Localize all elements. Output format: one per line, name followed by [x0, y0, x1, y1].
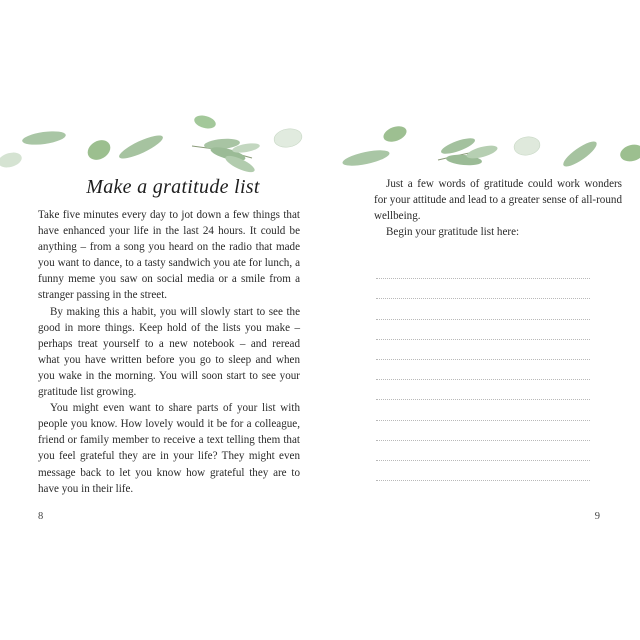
writing-line[interactable] — [376, 259, 590, 279]
writing-line[interactable] — [376, 421, 590, 441]
writing-line[interactable] — [376, 320, 590, 340]
paragraph: Just a few words of gratitude could work wonders for your attitude and lead to a greater sense of all-round wellbeing. — [374, 178, 622, 223]
paragraph: You might even want to share parts of your list with people you know. How lovely would it be for a colleague, friend or family member to receive a text telling them that you feel grateful they are in your life? They might even message back to let you know how grateful they are to have you in their life. — [38, 402, 300, 495]
prompt-text: Begin your gratitude list here: — [386, 226, 520, 239]
writing-line[interactable] — [376, 461, 590, 481]
writing-line[interactable] — [376, 360, 590, 380]
writing-lines[interactable] — [376, 259, 590, 481]
writing-line[interactable] — [376, 299, 590, 319]
writing-line[interactable] — [376, 340, 590, 360]
writing-line[interactable] — [376, 380, 590, 400]
page-number-left: 8 — [38, 511, 44, 522]
writing-line[interactable] — [376, 279, 590, 299]
paragraph: Take five minutes every day to jot down a few things that have enhanced your life in the last 24 hours. It could be anything – from a song you heard on the radio that made you want to dance, to a tasty sandwich you ate for lunch, a funny meme you saw on social media or a smile from a stranger passing in the street. — [38, 209, 300, 302]
eucalyptus-leaves-illustration-right — [320, 112, 640, 178]
page-title: Make a gratitude list — [86, 176, 260, 198]
right-body-text — [374, 176, 622, 240]
writing-line[interactable] — [376, 400, 590, 420]
writing-line[interactable] — [376, 441, 590, 461]
eucalyptus-leaves-illustration-left — [0, 112, 320, 178]
paragraph: By making this a habit, you will slowly start to see the good in more things. Keep hold of the lists you make – perhaps treat yourself to a new notebook – and reread what you have written before you go to sleep and when you wake in the morning. You will soon start to see your gratitude list growing. — [38, 305, 300, 399]
body-text — [38, 207, 300, 497]
right-page — [320, 0, 640, 640]
page-number-right: 9 — [594, 511, 600, 522]
